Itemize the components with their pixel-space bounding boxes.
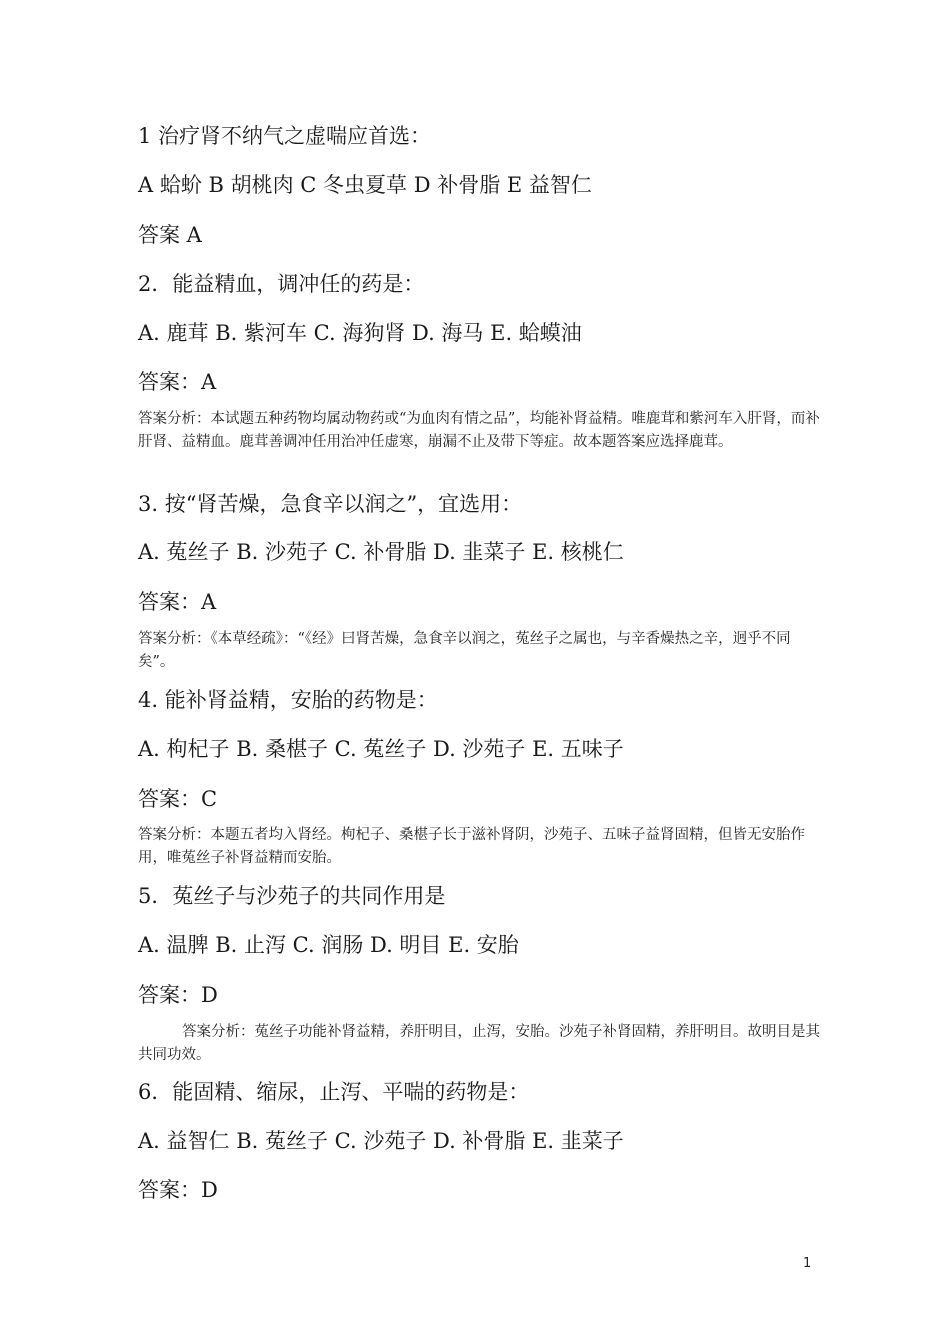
question-4-text: 4. 能补肾益精，安胎的药物是： [138, 688, 438, 712]
question-1-text: 1 治疗肾不纳气之虚喘应首选： [138, 124, 432, 148]
question-2-text: 2．能益精血，调冲任的药是： [138, 272, 425, 296]
question-3-answer: 答案：A [138, 590, 217, 614]
question-3-options: A. 菟丝子 B. 沙苑子 C. 补骨脂 D. 韭菜子 E. 核桃仁 [138, 540, 624, 564]
question-5-options: A. 温脾 B. 止泻 C. 润肠 D. 明目 E. 安胎 [138, 933, 519, 957]
question-6-text: 6．能固精、缩尿，止泻、平喘的药物是： [138, 1080, 530, 1104]
question-2-analysis: 答案分析：本试题五种药物均属动物药或“为血肉有情之品”，均能补肾益精。唯鹿茸和紫河车入肝肾，而补肝肾、益精血。鹿茸善调冲任用治冲任虚寒，崩漏不止及带下等症。故本题答案应选择鹿茸。 [138, 411, 820, 450]
question-6-answer: 答案：D [138, 1178, 218, 1202]
question-4-analysis: 答案分析：本题五者均入肾经。枸杞子、桑椹子长于滋补肾阴，沙苑子、五味子益肾固精，但皆无安胎作用，唯菟丝子补肾益精而安胎。 [138, 827, 805, 866]
question-1-answer: 答案 A [138, 223, 202, 247]
question-2-options: A. 鹿茸 B. 紫河车 C. 海狗肾 D. 海马 E. 蛤蟆油 [138, 321, 582, 345]
question-4-answer: 答案：C [138, 787, 218, 811]
page-number: 1 [803, 1256, 812, 1271]
question-6-options: A. 益智仁 B. 菟丝子 C. 沙苑子 D. 补骨脂 E. 韭菜子 [138, 1129, 624, 1153]
question-4-options: A. 枸杞子 B. 桑椹子 C. 菟丝子 D. 沙苑子 E. 五味子 [138, 737, 624, 761]
question-1-options: A 蛤蚧 B 胡桃肉 C 冬虫夏草 D 补骨脂 E 益智仁 [138, 173, 592, 197]
question-5-analysis: 答案分析：菟丝子功能补肾益精，养肝明目，止泻，安胎。沙苑子补肾固精，养肝明目。故明目是其共同功效。 [138, 1024, 820, 1063]
question-2-answer: 答案：A [138, 370, 217, 394]
question-5-text: 5．菟丝子与沙苑子的共同作用是 [138, 884, 446, 908]
question-3-text: 3. 按“肾苦燥，急食辛以润之”，宜选用： [138, 492, 523, 516]
question-5-answer: 答案：D [138, 983, 218, 1007]
question-3-analysis: 答案分析：《本草经疏》：“《经》曰肾苦燥，急食辛以润之，菟丝子之属也，与辛香燥热之辛，迥乎不同矣”。 [138, 631, 791, 670]
